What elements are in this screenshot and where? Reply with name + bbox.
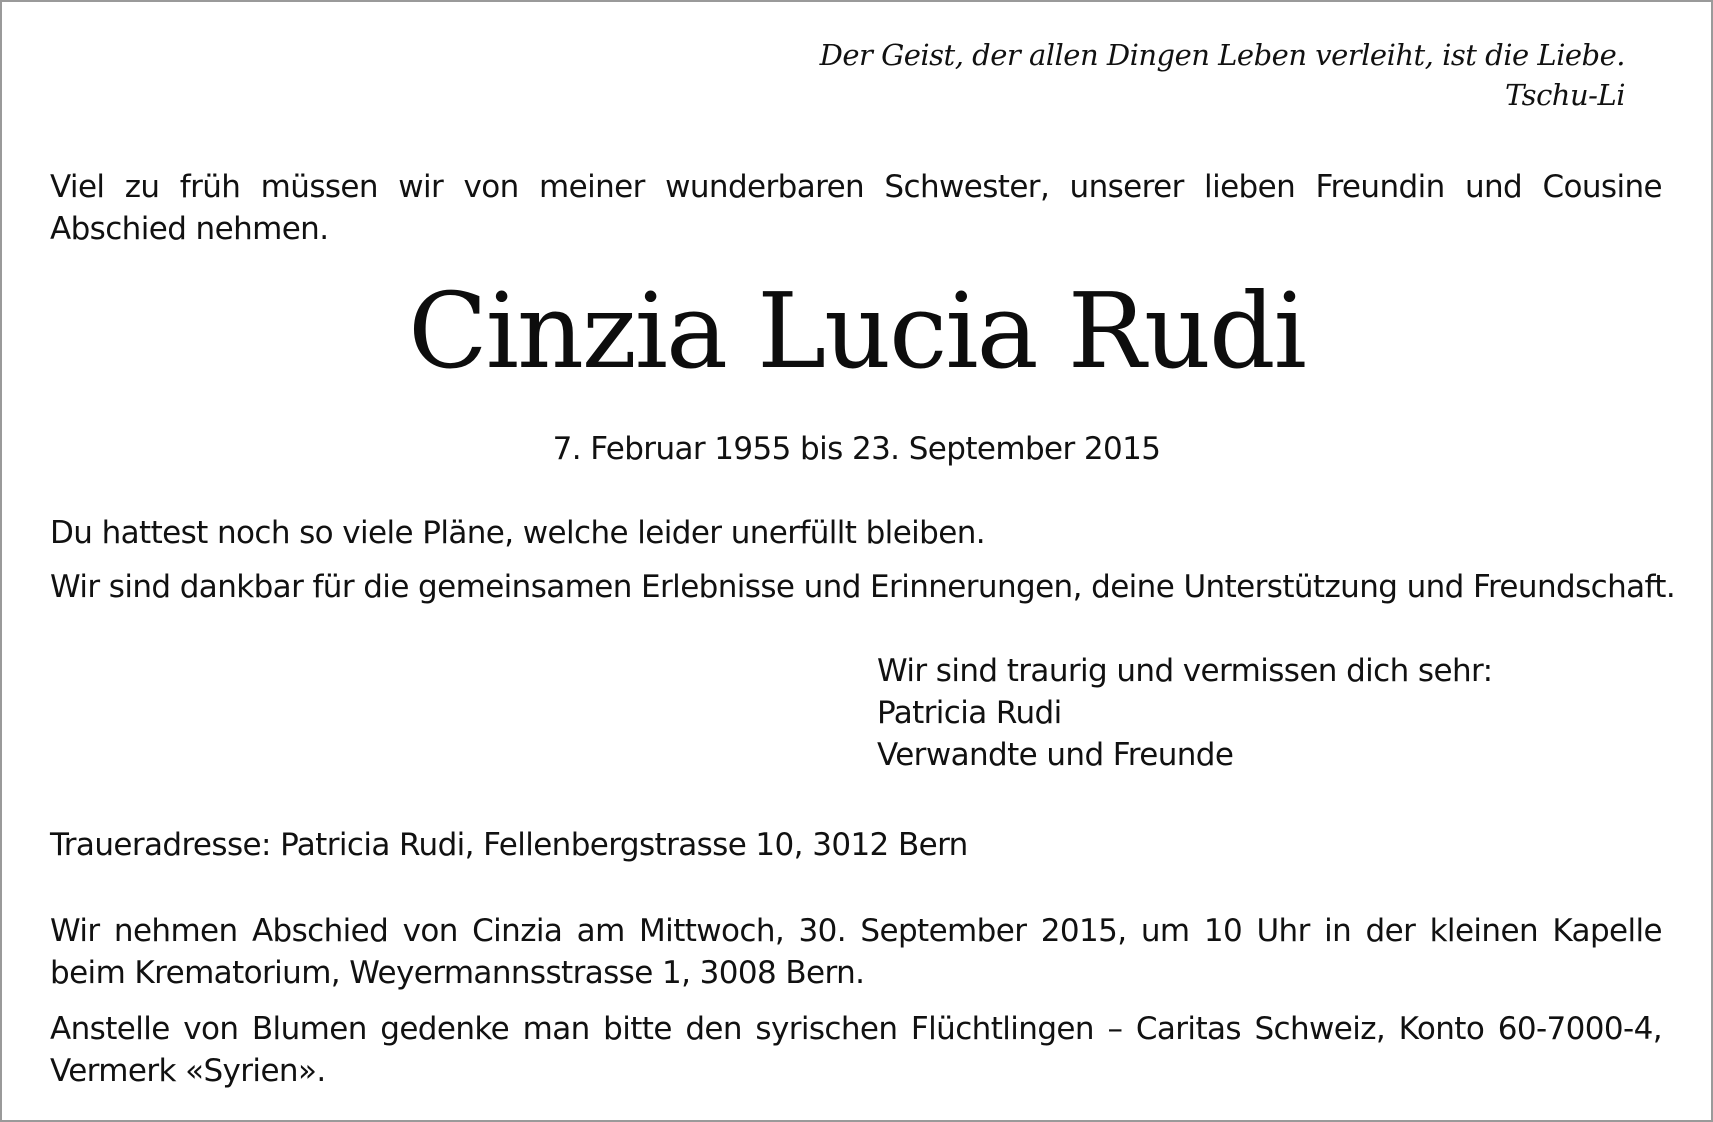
mourners-heading: Wir sind traurig und vermissen dich sehr:: [877, 653, 1493, 689]
farewell-paragraph: Wir nehmen Abschied von Cinzia am Mittwoch, 30. September 2015, um 10 Uhr in der kleinen Kapelle beim Krematorium, Weyermannsstrasse 1, 3008 Bern.: [50, 913, 1662, 991]
mourner-name: Verwandte und Freunde: [877, 737, 1234, 773]
paragraph-gratitude: Wir sind dankbar für die gemeinsamen Erlebnisse und Erinnerungen, deine Unterstützung und Freundschaft.: [50, 569, 1676, 605]
mourner-name: Patricia Rudi: [877, 695, 1062, 731]
paragraph-plans: Du hattest noch so viele Pläne, welche leider unerfüllt bleiben.: [50, 515, 986, 551]
intro-paragraph: Viel zu früh müssen wir von meiner wunderbaren Schwester, unserer lieben Freundin und Cousine Abschied nehmen.: [50, 169, 1662, 247]
mourning-address: Traueradresse: Patricia Rudi, Fellenbergstrasse 10, 3012 Bern: [50, 827, 968, 863]
deceased-name: Cinzia Lucia Rudi: [408, 270, 1305, 392]
quote-author: Tschu-Li: [1504, 78, 1625, 112]
life-dates: 7. Februar 1955 bis 23. September 2015: [552, 431, 1161, 467]
quote-text: Der Geist, der allen Dingen Leben verleiht, ist die Liebe.: [819, 38, 1625, 72]
donation-paragraph: Anstelle von Blumen gedenke man bitte den syrischen Flüchtlingen – Caritas Schweiz, Konto 60-7000-4, Vermerk «Syrien».: [50, 1011, 1662, 1089]
